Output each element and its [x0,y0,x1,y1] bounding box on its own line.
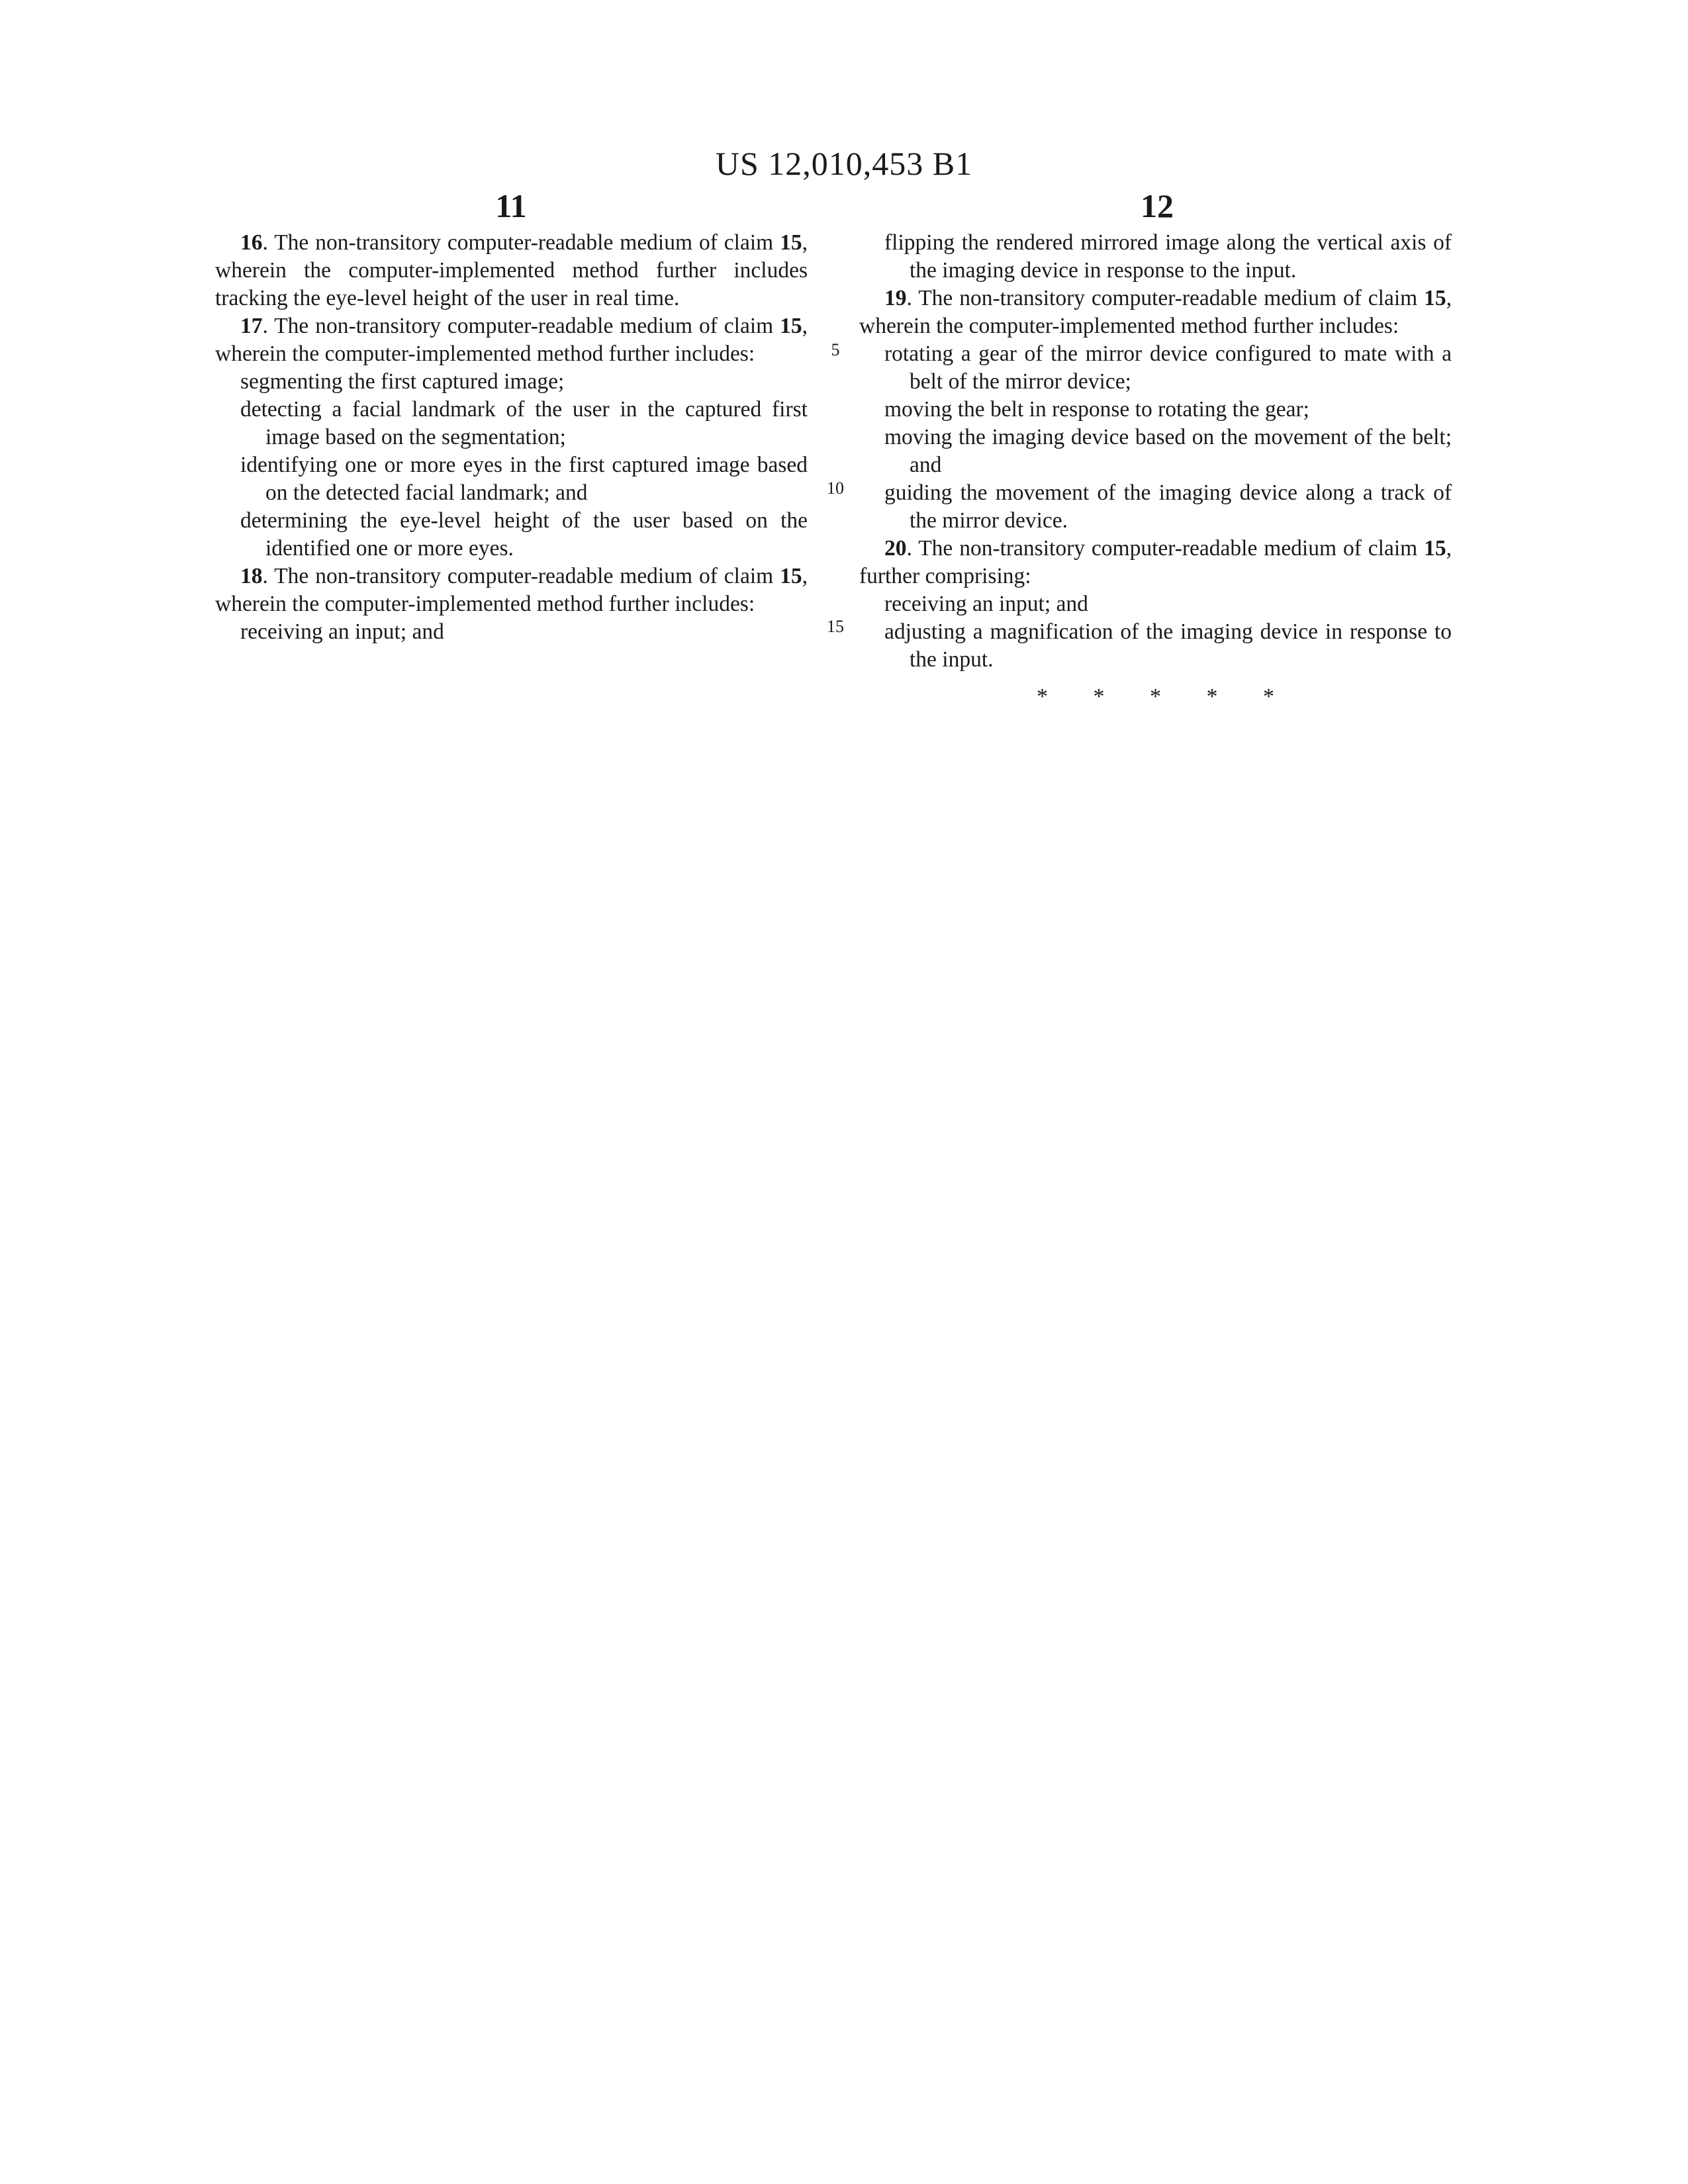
patent-number: US 12,010,453 B1 [715,145,973,182]
claim-number: 16 [240,230,263,255]
line-number-5: 5 [831,340,840,359]
left-column [215,229,808,646]
claim-number: 20 [884,536,907,561]
claim-text: , wherein the computer-implemented method further includes: [215,564,808,616]
claim-step: receiving an input; and [884,592,1088,616]
claim-text: , further comprising: [859,536,1452,588]
claim-text: . The non-transitory computer-readable medium of claim [262,230,780,255]
claim-step: determining the eye-level height of the user based on the identified one or more eyes. [240,508,808,561]
claim-20 [859,535,1452,590]
line-number-10: 10 [827,478,844,498]
claim-number: 19 [884,286,907,310]
line-number-15: 15 [827,617,844,636]
claim-text: , wherein the computer-implemented method further includes: [859,286,1452,338]
claim-reference: 15 [780,314,802,338]
claim-step: adjusting a magnification of the imaging device in response to the input. [884,619,1452,672]
column-number-left: 11 [495,187,527,224]
claim-text: . The non-transitory computer-readable medium of claim [262,314,780,338]
claim-16 [215,229,808,312]
claim-step: receiving an input; and [240,619,444,644]
claim-reference: 15 [1424,286,1446,310]
claim-step: identifying one or more eyes in the first captured image based on the detected facial landmark; and [240,453,808,505]
column-number-right: 12 [1141,187,1174,224]
claim-text: . The non-transitory computer-readable medium of claim [906,286,1425,310]
claim-number: 17 [240,314,263,338]
claim-step: segmenting the first captured image; [240,369,565,394]
claim-number: 18 [240,564,263,588]
right-column [859,229,1452,711]
claim-reference: 15 [780,564,802,588]
claim-step: flipping the rendered mirrored image along the vertical axis of the imaging device in response to the input. [884,230,1452,283]
claim-18 [215,563,808,618]
claim-reference: 15 [1424,536,1446,561]
claim-step: moving the imaging device based on the movement of the belt; and [884,425,1452,477]
claim-step: moving the belt in response to rotating the gear; [884,397,1309,422]
claim-step: guiding the movement of the imaging device along a track of the mirror device. [884,480,1452,533]
claim-19 [859,285,1452,340]
claim-text: , wherein the computer-implemented method further includes tracking the eye-level height of the user in real time. [215,230,808,310]
claim-text: . The non-transitory computer-readable medium of claim [906,536,1425,561]
claim-step: rotating a gear of the mirror device configured to mate with a belt of the mirror device; [884,341,1452,394]
claim-text: . The non-transitory computer-readable medium of claim [262,564,780,588]
claim-17 [215,312,808,368]
end-of-claims-marks: * * * * * [1037,684,1294,709]
claim-text: , wherein the computer-implemented method further includes: [215,314,808,366]
claim-step: detecting a facial landmark of the user in the captured first image based on the segmentation; [240,397,808,449]
claim-reference: 15 [780,230,802,255]
